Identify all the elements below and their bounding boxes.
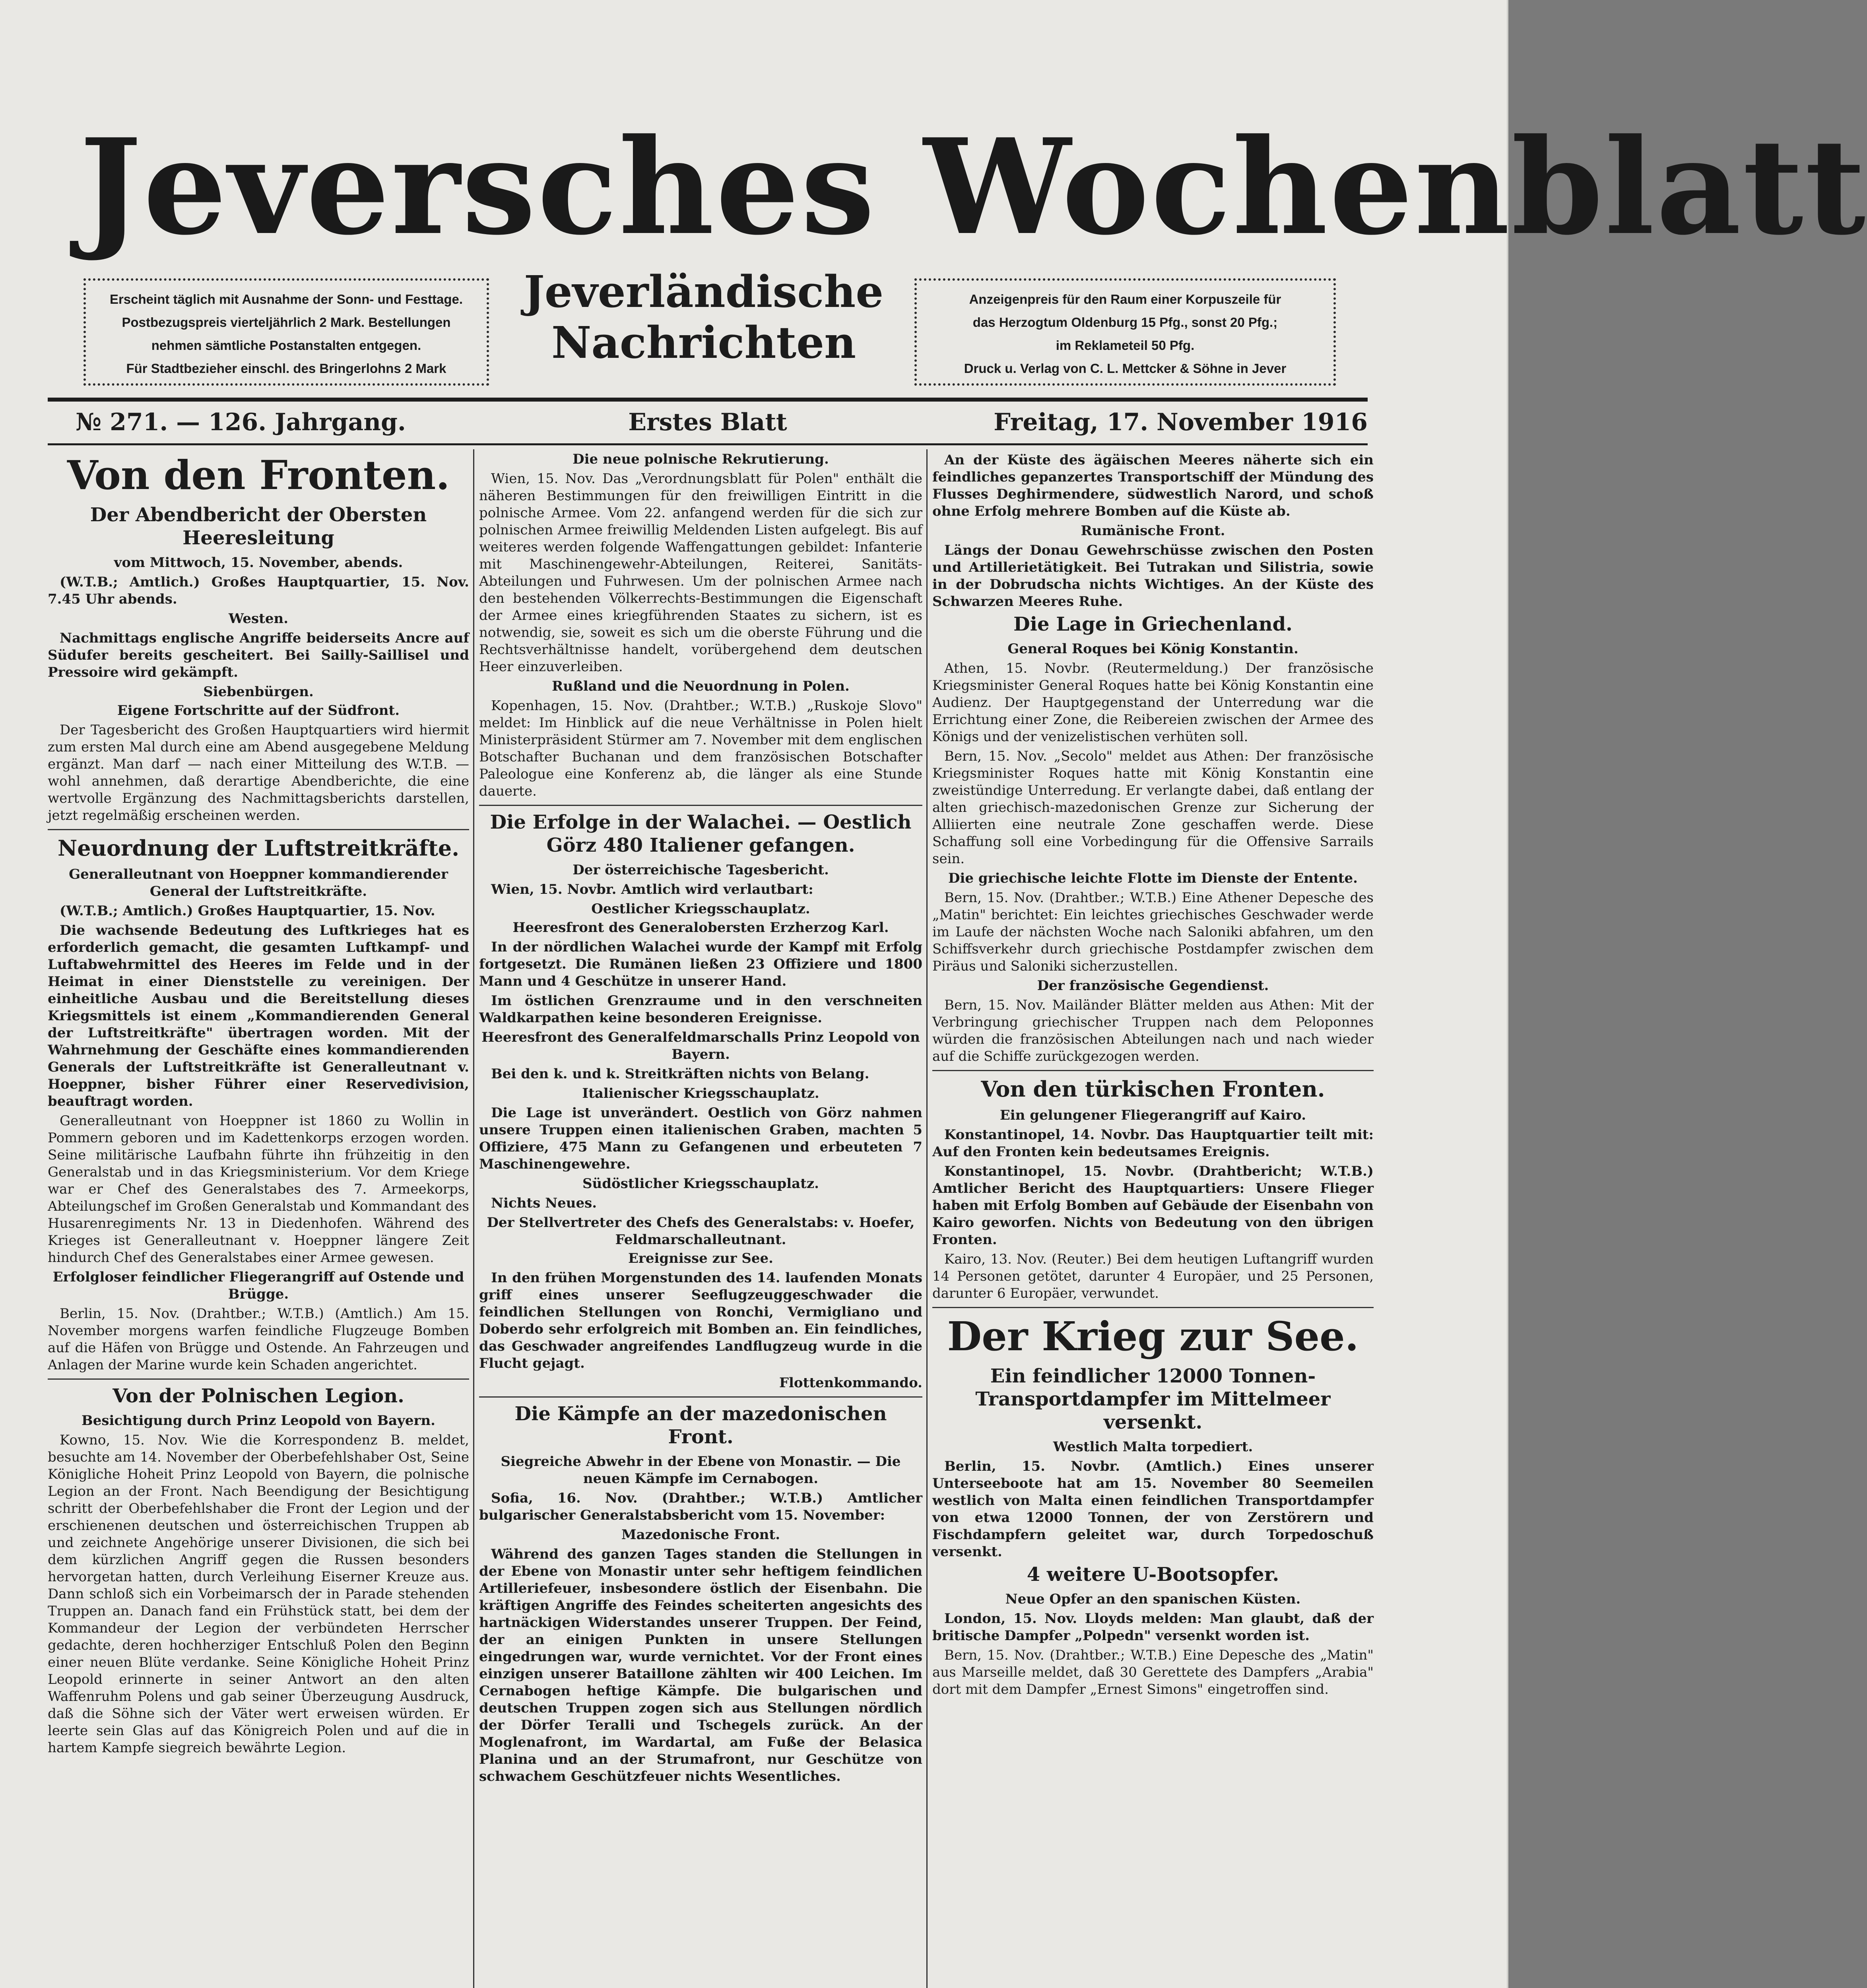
paragraph: An der Küste des ägäischen Meeres näherte sich ein feindliches gepanzertes Transportschiff der Mündung des Flusses Deghirmendere, südwestlich Narord, und schoß ohne Erfolg mehrere Bomben auf die Küste ab.	[932, 452, 1374, 519]
subheading: Generalleutnant von Hoeppner kommandierender General der Luftstreitkräfte.	[69, 866, 448, 899]
headline: Von den Fronten.	[67, 452, 450, 499]
newspaper-title: Jeversches Wochenblatt	[80, 110, 1867, 264]
headline: Von den türkischen Fronten.	[981, 1076, 1325, 1102]
paragraph: In der nördlichen Walachei wurde der Kampf mit Erfolg fortgesetzt. Die Rumänen ließen 23 Offiziere und 1800 Mann und 4 Geschütze in unserer Hand.	[479, 939, 922, 989]
headline: Ein feindlicher 12000 Tonnen-Transportdampfer im Mittelmeer versenkt.	[975, 1365, 1331, 1433]
subheading: Die griechische leichte Flotte im Dienste der Entente.	[948, 870, 1358, 886]
issue-number: № 271. — 126. Jahrgang.	[76, 408, 406, 436]
paragraph: Nachmittags englische Angriffe beiderseits Ancre auf Südufer bereits gescheitert. Bei Sailly-Saillisel und Pressoire wird gekämpft.	[48, 630, 469, 680]
subheading: Siegreiche Abwehr in der Ebene von Monastir. — Die neuen Kämpfe im Cernabogen.	[501, 1454, 901, 1487]
section-rule	[932, 1070, 1374, 1071]
paragraph: Bern, 15. Nov. (Drahtber.; W.T.B.) Eine Depesche des „Matin" aus Marseille meldet, daß 30 Gerettete des Dampfers „Arabia" dort mit dem Dampfer „Ernest Simons" eingetroffen sind.	[932, 1647, 1374, 1697]
subheading: Oestlicher Kriegsschauplatz.	[591, 901, 810, 917]
column-3	[932, 449, 1374, 1988]
paragraph: Die Lage ist unverändert. Oestlich von Görz nahmen unsere Truppen einen italienischen Graben, machten 5 Offiziere, 475 Mann zu Gefangenen und erbeuteten 7 Maschinengewehre.	[479, 1105, 922, 1172]
paragraph: Generalleutnant von Hoeppner ist 1860 zu Wollin in Pommern geboren und im Kadettenkorps erzogen worden. Seine militärische Laufbahn führte ihn frühzeitig in den Generalstab und in das Kriegsministerium. Vor dem Kriege war er Chef des Generalstabes des 7. Armeekorps, Abteilungschef im Großen Generalstab und Kommandant des Husarenregiments Nr. 13 in Diedenhofen. Während des Krieges ist Generalleutnant v. Hoeppner längere Zeit hindurch Chef des Generalstabes einer Armee gewesen.	[48, 1113, 469, 1266]
subheading: General Roques bei König Konstantin.	[1007, 641, 1298, 657]
subheading: Rumänische Front.	[1081, 523, 1225, 539]
headline: 4 weitere U-Bootsopfer.	[1027, 1563, 1279, 1586]
headline: Neuordnung der Luftstreitkräfte.	[57, 835, 460, 861]
paragraph: Bern, 15. Nov. „Secolo" meldet aus Athen: Der französische Kriegsminister Roques hatte mit König Konstantin eine zweistündige Unterredung. Er verlangte dabei, daß entlang der alten griechisch-mazedonischen Grenze zur Sicherung der Alliierten eine neutrale Zone geschaffen werde. Diese Schaffung soll eine Vorbedingung für die Offensive Sarrails sein.	[932, 748, 1374, 867]
paragraph: Während des ganzen Tages standen die Stellungen in der Ebene von Monastir unter sehr heftigem feindlichen Artilleriefeuer, insbesondere östlich der Eisenbahn. Die kräftigen Angriffe des Feindes scheiterten angesichts des hartnäckigen Widerstandes unserer Truppen. Der Feind, der an einigen Punkten in unsere Stellungen eingedrungen war, wurde vernichtet. Vor der Front eines einzigen unserer Bataillone zählten wir 400 Leichen. Im Cernabogen heftige Kämpfe. Die bulgarischen und deutschen Truppen zogen sich aus Stellungen nördlich der Dörfer Teralli und Tschegels zurück. An der Moglenafront, im Wardartal, am Fuße der Belasica Planina und an der Strumafront, nur Geschütze von schwachem Geschützfeuer nichts Wesentliches.	[479, 1546, 922, 1784]
subheading: Der österreichische Tagesbericht.	[573, 862, 829, 878]
dateline-rule	[48, 443, 1368, 445]
notice-line: Anzeigenpreis für den Raum einer Korpuszeile für	[969, 292, 1281, 307]
notice-line: nehmen sämtliche Postanstalten entgegen.	[151, 338, 421, 353]
paragraph: Die wachsende Bedeutung des Luftkrieges hat es erforderlich gemacht, die gesamten Luftkampf- und Luftabwehrmittel des Heeres im Felde und in der Heimat in einer Dienststelle zu vereinigen. Der einheitliche Ausbau und die Bereitstellung dieses Kriegsmittels ist einem „Kommandierenden General der Luftstreitkräfte" übertragen worden. Mit der Wahrnehmung der Geschäfte eines kommandierenden Generals der Luftstreitkräfte ist Generalleutnant v. Hoeppner, bisher Führer einer Reservedivision, beauftragt worden.	[48, 922, 469, 1109]
dateline	[48, 402, 1368, 443]
issue-date: Freitag, 17. November 1916	[994, 408, 1368, 436]
masthead-rule	[48, 398, 1368, 402]
paragraph: Der Tagesbericht des Großen Hauptquartiers wird hiermit zum ersten Mal durch eine am Abend ausgegebene Meldung ergänzt. Man darf — nach einer Mitteilung des W.T.B. — wohl annehmen, daß derartige Abendberichte, die eine wertvolle Ergänzung des Nachmittagsberichts darstellen, jetzt regelmäßig erscheinen werden.	[48, 722, 469, 823]
newspaper-subtitle	[509, 266, 899, 386]
notice-line: Postbezugspreis vierteljährlich 2 Mark. Bestellungen	[122, 315, 451, 330]
subheading: Eigene Fortschritte auf der Südfront.	[117, 703, 400, 718]
paragraph: Wien, 15. Novbr. Amtlich wird verlautbart:	[491, 881, 813, 897]
subheading: Ereignisse zur See.	[628, 1250, 773, 1266]
subheading: Die neue polnische Rekrutierung.	[573, 451, 829, 467]
column-divider	[473, 449, 474, 1988]
paragraph: Längs der Donau Gewehrschüsse zwischen den Posten und Artillerietätigkeit. Bei Tutrakan und Silistria, sowie in der Dobrudscha nichts Wichtiges. An der Küste des Schwarzen Meeres Ruhe.	[932, 542, 1374, 610]
subheading: Neue Opfer an den spanischen Küsten.	[1005, 1591, 1301, 1607]
headline: Der Abendbericht der Obersten Heeresleitung	[90, 504, 427, 549]
signature: Flottenkommando.	[779, 1375, 922, 1391]
paragraph: Konstantinopel, 15. Novbr. (Drahtbericht; W.T.B.) Amtlicher Bericht des Hauptquartiers: Unsere Flieger haben mit Erfolg Bomben auf Gebäude der Eisenbahn von Kairo geworfen. Nichts von Bedeutung von den übrigen Fronten.	[932, 1163, 1374, 1248]
subscription-notice	[83, 278, 489, 386]
subheading: Westen.	[228, 611, 289, 627]
subheading: Heeresfront des Generalfeldmarschalls Prinz Leopold von Bayern.	[481, 1029, 920, 1062]
advertising-notice	[914, 278, 1336, 386]
headline: Der Krieg zur See.	[947, 1313, 1359, 1360]
subheading: Der Stellvertreter des Chefs des Generalstabs: v. Hoefer, Feldmarschalleutnant.	[487, 1215, 915, 1248]
paragraph: Bei den k. und k. Streitkräften nichts von Belang.	[491, 1066, 869, 1082]
paragraph: Konstantinopel, 14. Novbr. Das Hauptquartier teilt mit: Auf den Fronten kein bedeutsames Ereignis.	[932, 1127, 1374, 1160]
subheading: Erfolgloser feindlicher Fliegerangriff auf Ostende und Brügge.	[52, 1269, 464, 1302]
paragraph: Im östlichen Grenzraume und in den verschneiten Waldkarpathen keine besonderen Ereignisse.	[479, 993, 922, 1026]
subheading: Rußland und die Neuordnung in Polen.	[552, 678, 850, 694]
headline: Die Kämpfe an der mazedonischen Front.	[514, 1403, 887, 1448]
paragraph: Nichts Neues.	[491, 1195, 597, 1211]
paragraph: (W.T.B.; Amtlich.) Großes Hauptquartier, 15. Nov. 7.45 Uhr abends.	[48, 574, 469, 607]
paragraph: Wien, 15. Nov. Das „Verordnungsblatt für Polen" enthält die näheren Bestimmungen für den freiwilligen Eintritt in die polnische Armee. Vom 22. anfangend werden für die sich zur polnischen Armee freiwillig Meldenden Listen aufgelegt. Bis auf weiteres werden folgende Waffengattungen gebildet: Infanterie mit Maschinengewehr-Abteilungen, Reiterei, Sanitäts-Abteilungen und Fuhrwesen. Um der polnischen Armee nach den bestehenden Völkerrechts-Bestimmungen die Eigenschaft der Armee eines kriegführenden Staates zu sichern, ist es notwendig, sie, soweit es sich um die oberste Führung und die Rechtsverhältnisse handelt, vorübergehend dem deutschen Heer einzuverleiben.	[479, 471, 922, 675]
column-2	[479, 449, 922, 1988]
paragraph: (W.T.B.; Amtlich.) Großes Hauptquartier, 15. Nov.	[60, 903, 435, 919]
subtitle-line: Jeverländische	[524, 266, 884, 317]
subtitle-line: Nachrichten	[551, 317, 856, 368]
paragraph: Athen, 15. Novbr. (Reutermeldung.) Der französische Kriegsminister General Roques hatte bei König Konstantin eine Audienz. Der Hauptgegenstand der Unterredung war die Errichtung einer Zone, die Reibereien zwischen der Armee des Königs und der venizelistischen verhüten soll.	[932, 660, 1374, 745]
notice-line: das Herzogtum Oldenburg 15 Pfg., sonst 20 Pfg.;	[972, 315, 1278, 330]
section-rule	[48, 1378, 469, 1380]
paragraph: In den frühen Morgenstunden des 14. laufenden Monats griff eines unserer Seeflugzeuggeschwader die feindlichen Stellungen von Ronchi, Vermigliano und Doberdo sehr erfolgreich mit Bomben an. Ein feindliches, das Geschwader angreifendes Landflugzeug wurde in die Flucht gejagt.	[479, 1270, 922, 1371]
paragraph: London, 15. Nov. Lloyds melden: Man glaubt, daß der britische Dampfer „Polpedn" versenkt worden ist.	[932, 1611, 1374, 1644]
paragraph: Kopenhagen, 15. Nov. (Drahtber.; W.T.B.) „Ruskoje Slovo" meldet: Im Hinblick auf die neue Verhältnisse in Polen hielt Ministerpräsident Stürmer am 7. November mit dem englischen Botschafter Buchanan und dem französischen Botschafter Paleologue eine Konferenz ab, die länger als eine Stunde dauerte.	[479, 698, 922, 799]
notice-line: Erscheint täglich mit Ausnahme der Sonn- und Festtage.	[109, 292, 463, 307]
sheet-label: Erstes Blatt	[628, 408, 787, 436]
paragraph: Kowno, 15. Nov. Wie die Korrespondenz B. meldet, besuchte am 14. November der Oberbefehlshaber Ost, Seine Königliche Hoheit Prinz Leopold von Bayern, die polnische Legion an der Front. Nach Beendigung der Besichtigung schritt der Oberbefehlshaber die Front der Legion und der erschienenen deutschen und österreichischen Truppen ab und zeichnete Angehörige unserer Divisionen, die sich bei dem kürzlichen Angriff gegen die Russen besonders hervorgetan hatten, durch Verleihung Eiserner Kreuze aus. Dann schloß sich ein Vorbeimarsch der in Parade stehenden Truppen an. Danach fand ein Frühstück statt, bei dem der Kommandeur der Legion der verbündeten Herrscher gedachte, deren hochherziger Entschluß Polen den Beginn einer neuen Blüte verdanke. Seine Königliche Hoheit Prinz Leopold erinnerte in seiner Antwort an den alten Waffenruhm Polens und gab seiner Überzeugung Ausdruck, daß die Söhne sich der Väter wert erweisen würden. Er leerte sein Glas auf das Königreich Polen und auf die in hartem Kampfe siegreich bewährte Legion.	[48, 1432, 469, 1756]
subheading: Südöstlicher Kriegsschauplatz.	[582, 1176, 819, 1192]
subheading: Westlich Malta torpediert.	[1053, 1439, 1253, 1455]
subheading: Heeresfront des Generalobersten Erzherzog Karl.	[512, 920, 889, 936]
section-rule	[479, 805, 922, 806]
paragraph: Sofia, 16. Nov. (Drahtber.; W.T.B.) Amtlicher bulgarischer Generalstabsbericht vom 15. November:	[479, 1490, 922, 1523]
subheading: Italienischer Kriegsschauplatz.	[582, 1085, 819, 1101]
section-rule	[48, 829, 469, 830]
subheading: Ein gelungener Fliegerangriff auf Kairo.	[999, 1107, 1306, 1123]
paragraph: Kairo, 13. Nov. (Reuter.) Bei dem heutigen Luftangriff wurden 14 Personen getötet, darunter 4 Europäer, und 25 Personen, darunter 6 Europäer, verwundet.	[932, 1251, 1374, 1301]
paragraph: Bern, 15. Nov. (Drahtber.; W.T.B.) Eine Athener Depesche des „Matin" berichtet: Ein leichtes griechisches Geschwader werde im Laufe der nächsten Woche nach Saloniki abfahren, um den Schiffsverkehr durch griechische Postdampfer zwischen dem Piräus und Saloniki sicherzustellen.	[932, 890, 1374, 974]
headline: Die Lage in Griechenland.	[1013, 613, 1293, 635]
subheading: Der französische Gegendienst.	[1037, 978, 1269, 994]
subheading: Besichtigung durch Prinz Leopold von Bayern.	[81, 1413, 436, 1429]
column-1	[48, 449, 469, 1988]
headline: Von der Polnischen Legion.	[113, 1385, 404, 1407]
column-divider	[926, 449, 928, 1988]
paragraph: Bern, 15. Nov. Mailänder Blätter melden aus Athen: Mit der Verbringung griechischer Truppen nach dem Peloponnes würden die französischen Abteilungen nach und nach wieder auf die Schiffe zurückgezogen werden.	[932, 997, 1374, 1064]
paragraph: Berlin, 15. Nov. (Drahtber.; W.T.B.) (Amtlich.) Am 15. November morgens warfen feindliche Flugzeuge Bomben auf die Häfen von Brügge und Ostende. An Fahrzeugen und Anlagen der Marine wurde kein Schaden angerichtet.	[48, 1306, 469, 1373]
subheading: Mazedonische Front.	[621, 1527, 780, 1543]
section-rule	[932, 1307, 1374, 1308]
subheading: vom Mittwoch, 15. November, abends.	[114, 555, 403, 571]
subheading: Siebenbürgen.	[203, 684, 314, 700]
section-rule	[479, 1396, 922, 1398]
headline: Die Erfolge in der Walachei. — Oestlich Görz 480 Italiener gefangen.	[490, 811, 912, 856]
notice-line: Für Stadtbezieher einschl. des Bringerlohns 2 Mark	[126, 361, 446, 376]
notice-line: Druck u. Verlag von C. L. Mettcker & Söhne in Jever	[964, 361, 1287, 376]
paragraph: Berlin, 15. Novbr. (Amtlich.) Eines unserer Unterseeboote hat am 15. November 80 Seemeilen westlich von Malta einen feindlichen Transportdampfer von etwa 12000 Tonnen, der von Zerstörern und Fischdampfern geleitet war, durch Torpedoschuß versenkt.	[932, 1458, 1374, 1560]
notice-line: im Reklameteil 50 Pfg.	[1056, 338, 1195, 353]
